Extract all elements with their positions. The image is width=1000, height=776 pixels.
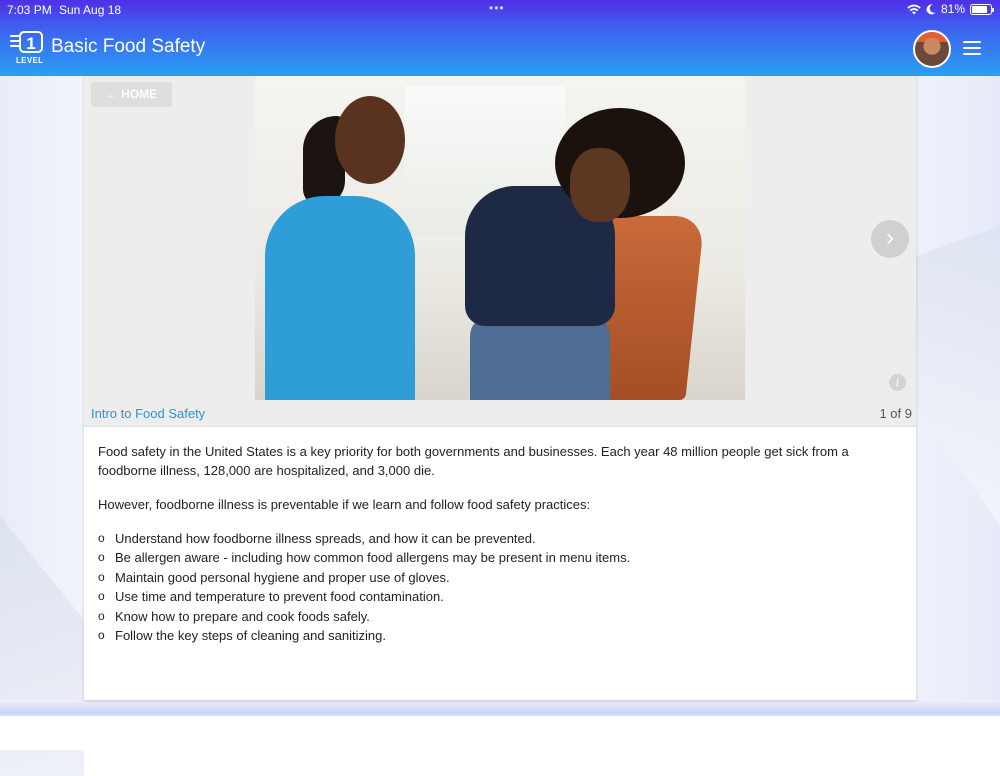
bullet-marker: o	[98, 550, 105, 565]
list-item	[98, 626, 898, 645]
avatar[interactable]	[913, 30, 951, 68]
status-right	[907, 2, 992, 16]
app-navbar	[0, 22, 1000, 76]
image-nurse-head	[335, 96, 405, 184]
paragraph-preventable: However, foodborne illness is preventable if we learn and follow food safety practices:	[98, 497, 591, 512]
lesson-content	[98, 442, 898, 645]
image-patient-face	[570, 148, 630, 222]
image-patient-legs	[470, 316, 610, 400]
background-shape	[916, 226, 1000, 526]
lesson-card	[84, 76, 916, 700]
list-item-text: Maintain good personal hygiene and proper use of gloves.	[115, 569, 450, 585]
battery-percent: 81%	[940, 2, 965, 16]
list-item-text: Know how to prepare and cook foods safely.	[115, 608, 370, 624]
bullet-marker: o	[98, 569, 105, 584]
wifi-icon	[907, 4, 921, 15]
image-nurse	[265, 196, 415, 400]
lesson-image	[255, 76, 745, 400]
status-date: Sun Aug 18	[59, 3, 122, 17]
section-title-link[interactable]: Intro to Food Safety	[91, 406, 206, 421]
home-button[interactable]: ← HOME	[91, 82, 172, 107]
list-item-text: Follow the key steps of cleaning and sanitizing.	[115, 628, 386, 644]
info-icon[interactable]: i	[889, 374, 906, 391]
bullet-marker: o	[98, 589, 105, 604]
hamburger-icon[interactable]	[963, 41, 981, 59]
bullet-marker: o	[98, 628, 105, 643]
list-item	[98, 548, 898, 567]
bottom-strip	[0, 716, 1000, 750]
status-bar	[0, 0, 1000, 20]
list-item-text: Use time and temperature to prevent food contamination.	[115, 589, 444, 605]
list-item	[98, 529, 898, 548]
list-item	[98, 607, 898, 626]
level-badge[interactable]	[10, 31, 48, 67]
caption-bar	[84, 400, 916, 427]
multitask-dots-icon[interactable]: •••	[489, 1, 505, 15]
page-title: Basic Food Safety	[51, 36, 206, 57]
level-label: LEVEL	[16, 56, 44, 65]
list-item	[98, 587, 898, 606]
list-item-text: Understand how foodborne illness spreads, and how it can be prevented.	[115, 531, 536, 546]
list-item-text: Be allergen aware - including how common food allergens may be present in menu items.	[115, 550, 631, 566]
battery-icon	[970, 4, 992, 15]
moon-icon	[926, 4, 936, 15]
list-item	[98, 568, 898, 587]
page-counter: 1 of 9	[879, 406, 912, 421]
level-number: 1	[19, 31, 43, 53]
chevron-right-icon[interactable]: ›	[871, 220, 909, 258]
paragraph-intro: Food safety in the United States is a key priority for both governments and businesses. Each year 48 million people get sick from a foodborne illness, 128,000 are hospitalized, and 3,000 die.	[98, 444, 849, 478]
bullet-marker: o	[98, 531, 105, 545]
bullet-list	[98, 529, 898, 645]
bullet-marker: o	[98, 608, 105, 623]
status-time: 7:03 PM	[7, 3, 52, 17]
media-area	[84, 76, 916, 400]
